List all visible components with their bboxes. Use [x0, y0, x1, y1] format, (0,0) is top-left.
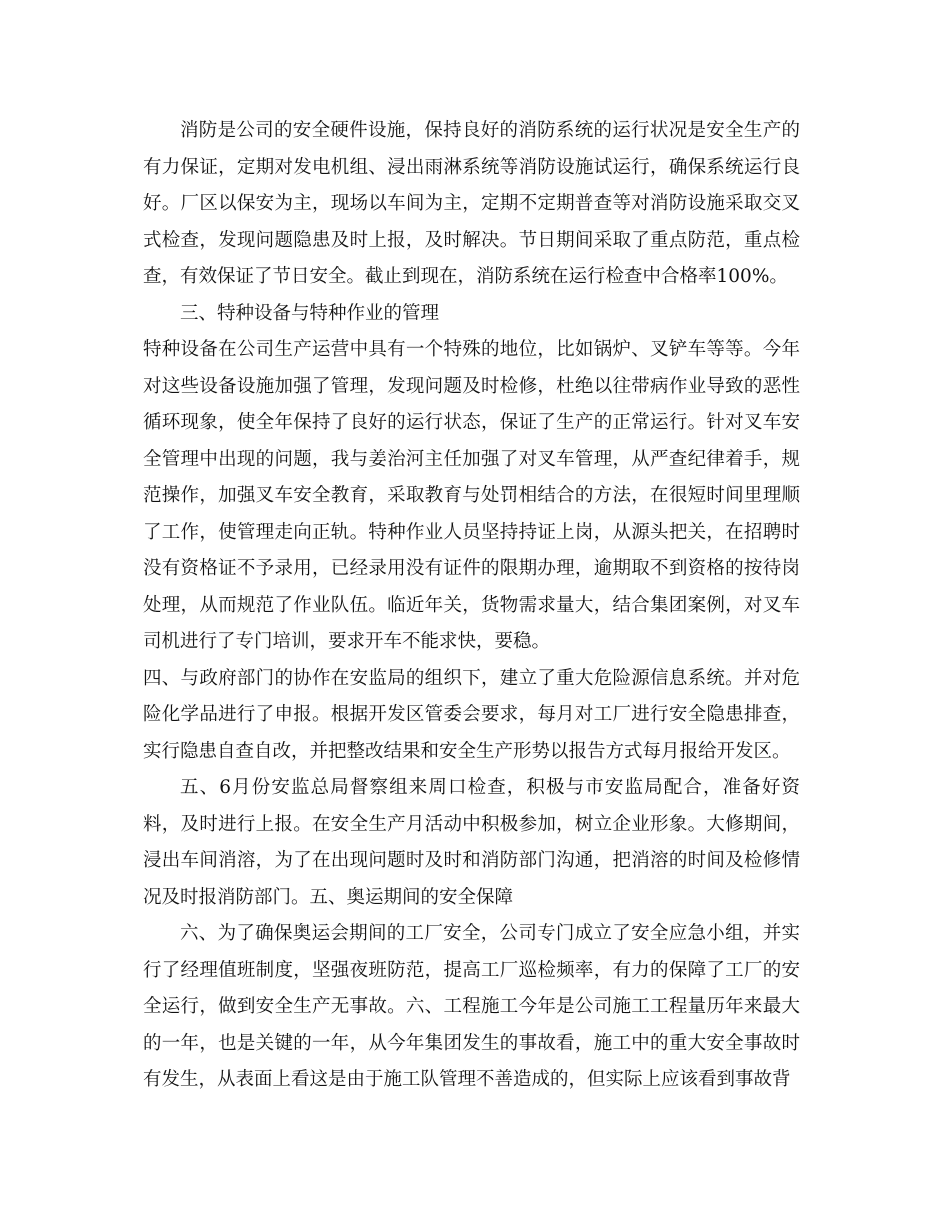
heading-special-equipment: 三、特种设备与特种作业的管理: [180, 302, 440, 324]
paragraph-inspection: 五、6月份安监总局督察组来周口检查，积极与市安监局配合，准备好资料，及时进行上报。在安全生产月活动中积极参加，树立企业形象。大修期间，浸出车间消溶，为了在出现问题时及时和消防部门沟通，把消溶的时间及检修情况及时报消防部门。五、奥运期间的安全保障: [143, 777, 800, 908]
paragraph-fire-safety: 消防是公司的安全硬件设施，保持良好的消防系统的运行状况是安全生产的有力保证，定期对发电机组、浸出雨淋系统等消防设施试运行，确保系统运行良好。厂区以保安为主，现场以车间为主，定期不定期普查等对消防设施采取交叉式检查，发现问题隐患及时上报，及时解决。节日期间采取了重点防范，重点检查，有效保证了节日安全。截止到现在，消防系统在运行检查中合格率100%。: [143, 120, 800, 287]
document-body: [143, 113, 800, 1099]
paragraph-olympics-safety: 六、为了确保奥运会期间的工厂安全，公司专门成立了安全应急小组，并实行了经理值班制度，坚强夜班防范，提高工厂巡检频率，有力的保障了工厂的安全运行，做到安全生产无事故。六、工程施工今年是公司施工工程量历年来最大的一年，也是关键的一年，从今年集团发生的事故看，施工中的重大安全事故时有发生，从表面上看这是由于施工队管理不善造成的，但实际上应该看到事故背: [143, 923, 800, 1090]
paragraph-government-cooperation: 四、与政府部门的协作在安监局的组织下，建立了重大危险源信息系统。并对危险化学品进行了申报。根据开发区管委会要求，每月对工厂进行安全隐患排查，实行隐患自查自改，并把整改结果和安全生产形势以报告方式每月报给开发区。: [143, 667, 800, 762]
paragraph-special-equipment: 特种设备在公司生产运营中具有一个特殊的地位，比如锅炉、叉铲车等等。今年对这些设备设施加强了管理，发现问题及时检修，杜绝以往带病作业导致的恶性循环现象，使全年保持了良好的运行状态，保证了生产的正常运行。针对叉车安全管理中出现的问题，我与姜治河主任加强了对叉车管理，从严查纪律着手，规范操作，加强叉车安全教育，采取教育与处罚相结合的方法，在很短时间里理顺了工作，使管理走向正轨。特种作业人员坚持持证上岗，从源头把关，在招聘时没有资格证不予录用，已经录用没有证件的限期办理，逾期取不到资格的按待岗处理，从而规范了作业队伍。临近年关，货物需求量大，结合集团案例，对叉车司机进行了专门培训，要求开车不能求快，要稳。: [143, 339, 800, 652]
